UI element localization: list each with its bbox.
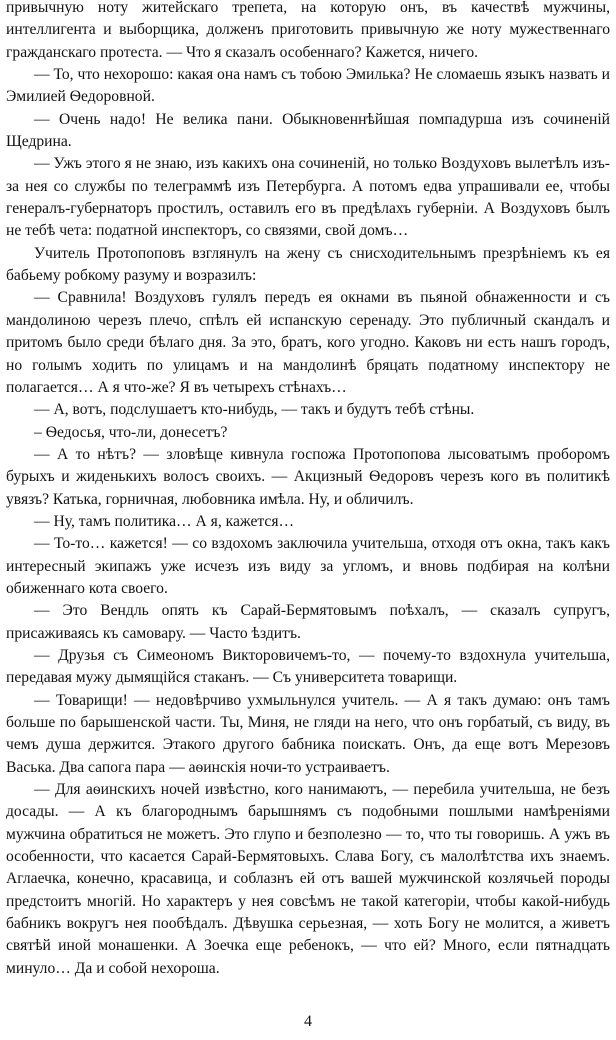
paragraph: — Ну, тамъ политика… А я, кажется…	[34, 512, 295, 530]
paragraph: — Ужъ этого я не знаю, изъ какихъ она сочиненій, но только Воздуховъ вылетѣлъ изъ-за нея со службы по телеграммѣ изъ Петербурга. А потомъ едва упрашивали ее, чтобы генералъ-губернаторъ простилъ, оставилъ его въ предѣлахъ губерніи. А Воздуховъ былъ не тебѣ чета: податной инспекторъ, со связями, свой домъ…	[6, 155, 610, 240]
paragraph: — Друзья съ Симеономъ Викторовичемъ-то, — почему-то вздохнула учительша, передавая мужу дымящійся стаканъ. — Съ университета товарищи.	[6, 646, 610, 687]
paragraph: — Это Вендль опять къ Сарай-Бермятовымъ поѣхалъ, — сказалъ супругъ, присаживаясь къ самовару. — Часто ѣздитъ.	[6, 602, 610, 642]
paragraph: — Сравнила! Воздуховъ гулялъ передъ ея окнами въ пьяной обнаженности и съ мандолиною черезъ плечо, спѣлъ ей испанскую серенаду. Это публичный скандалъ и притомъ было среди бѣлаго дня. За это, братъ, кого угодно. Каковъ ни есть нашъ городъ, но голымъ ходить по улицамъ и на мандолинѣ бряцать податному инспектору не полагается… А я что-же? Я въ четырехъ стѣнахъ…	[6, 289, 610, 396]
paragraph: Учитель Протопоповъ взглянулъ на жену съ снисходительнымъ презрѣніемъ къ ея бабьему робкому разуму и возразилъ:	[6, 244, 610, 285]
paragraph: — То, что нехорошо: какая она намъ съ тобою Эмилька? Не сломаешь языкъ назвать и Эмилией Ѳедоровной.	[6, 66, 610, 106]
body-text	[6, 0, 610, 980]
book-page	[6, 0, 610, 1040]
paragraph: – Ѳедосья, что-ли, донесетъ?	[34, 423, 228, 441]
paragraph-continued: привычную ноту житейскаго трепета, на которую онъ, въ качествѣ мужчины, интеллигента и выборщика, долженъ приготовить привычную же ноту мужественнаго гражданскаго протеста. — Что я сказалъ особеннаго? Кажется, ничего.	[6, 0, 610, 61]
paragraph: — Очень надо! Не велика пани. Обыкновеннѣйшая помпадурша изъ сочиненій Щедрина.	[6, 110, 610, 151]
page-number: 4	[304, 1013, 312, 1030]
paragraph: — То-то… кажется! — со вздохомъ заключила учительша, отходя отъ окна, такъ какъ интересный экипажъ уже исчезъ изъ виду за угломъ, и вновь подбирая на колѣни обиженнаго кота своего.	[6, 535, 610, 597]
paragraph: — Для аѳинскихъ ночей извѣстно, кого нанимаютъ, — перебила учительша, не безъ досады. — А къ благороднымъ барышнямъ съ подобными пошлыми намѣреніями мужчина обратиться не можетъ. Это глупо и безполезно — то, что ты говоришь. А ужъ въ особенности, что касается Сарай-Бермятовыхъ. Слава Богу, съ малолѣтства ихъ знаемъ. Аглаечка, конечно, красавица, и соблазнъ ей отъ вашей мужчинской козлячьей породы предстоитъ многій. Но характеръ у нея совсѣмъ не такой категоріи, чтобы какой-нибудь бабникъ вокругъ нея пообѣдалъ. Дѣвушка серьезная, — хоть Богу не молится, а живетъ святѣй иной монашенки. А Зоечка еще ребенокъ, — что ей? Много, если пятнадцать минуло… Да и собой нехороша.	[6, 781, 610, 977]
paragraph: — А, вотъ, подслушаетъ кто-нибудь, — такъ и будутъ тебѣ стѣны.	[34, 401, 475, 419]
paragraph: — Товарищи! — недовѣрчиво ухмыльнулся учитель. — А я такъ думаю: онъ тамъ больше по барышенской части. Ты, Миня, не гляди на него, что онъ горбатый, съ виду, въ чемъ душа держится. Этакого другого бабника поискать. Онъ, да еще вотъ Мерезовъ Васька. Два сапога пара — аѳинскія ночи-то устраиваетъ.	[6, 691, 610, 776]
paragraph: — А то нѣтъ? — зловѣще кивнула госпожа Протопопова лысоватымъ проборомъ бурыхъ и жиденькихъ волосъ своихъ. — Акцизный Ѳедоровъ черезъ кого въ политикѣ увязъ? Катька, горничная, любовника имѣла. Ну, и обличилъ.	[6, 445, 610, 508]
